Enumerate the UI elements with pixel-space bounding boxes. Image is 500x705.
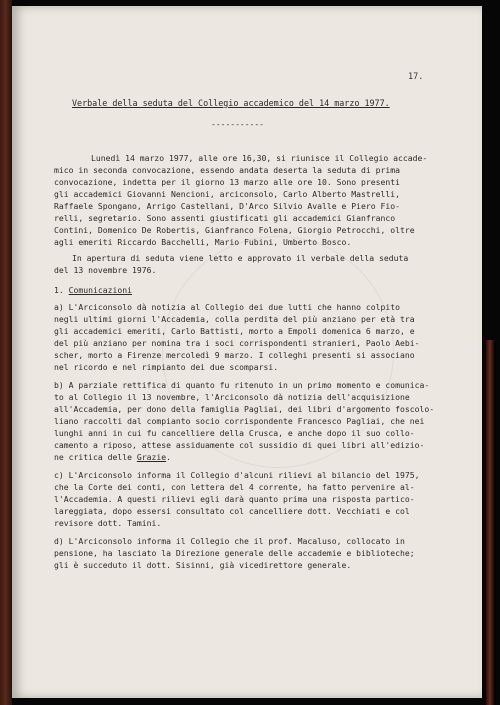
para-c-line: revisore dott. Tamini. [54,518,162,528]
page-number: 17. [408,72,424,82]
section-title: Comunicazioni [68,285,132,295]
para-d-line: d) L'Arciconsolo informa il Collegio che il prof. Macaluso, collocato in [54,536,405,546]
para-d-line: gli è succeduto il dott. Sisinni, già vicedirettore generale. [54,560,352,570]
para-a-line: scher, morto a Firenze mercoledì 9 marzo. I colleghi presenti si associano [54,350,415,360]
intro-line: agli emeriti Riccardo Bacchelli, Mario Fubini, Umberto Bosco. [54,237,352,247]
para-a-line: gli accademici emeriti, Carlo Battisti, morto a Empoli domenica 6 marzo, e [54,326,415,336]
intro-line: mico in seconda convocazione, essendo andata deserta la seduta di prima [54,165,400,175]
para-b-line: liano raccolti dal compianto socio corrispondente Francesco Pagliai, che nei [54,416,425,426]
intro-line: Raffaele Spongano, Arrigo Castellani, D'Arco Silvio Avalle e Piero Fio- [54,201,400,211]
apertura-line: In apertura di seduta viene letto e approvato il verbale della seduta [72,253,409,263]
para-b-line: camento a riposo, attese assiduamente col sussidio di quei libri all'ediziо- [54,440,425,450]
para-c-line: l'Accademia. A questi rilievi egli darà quanto prima una risposta partico- [54,494,415,504]
para-b-period: . [166,452,171,462]
para-d-line: pensione, ha lasciato la Direzione generale delle accademie e biblioteche; [54,548,415,558]
intro-line: Contini, Domenico De Robertis, Gianfranco Folena, Giorgio Petrocchi, oltre [54,225,415,235]
para-b-line: all'Accademia, per dono della famiglia Pagliai, dei libri d'argomento foscolo- [54,404,435,414]
para-b-line: to al Collegio il 13 novembre, l'Arciconsolo dà notizia dell'acquisizione [54,392,410,402]
para-a-line: nel ricordo e nel rimpianto dei due scomparsi. [54,362,279,372]
book-spine [0,0,12,705]
para-b-line: b) A parziale rettifica di quanto fu ritenuto in un primo momento e comunica- [54,380,430,390]
para-a-line: a) L'Arciconsolo dà notizia al Collegio dei due lutti che hanno colpito [54,302,400,312]
para-a-line: negli ultimi giorni l'Accademia, colla perdita del più anziano per età tra [54,314,415,324]
intro-line: Lunedì 14 marzo 1977, alle ore 16,30, si riunisce il Collegio accade- [91,153,428,163]
para-a-line: del più anziano per nomina tra i soci corrispondenti stranieri, Paolo Aebi- [54,338,420,348]
title-separator: ----------- [211,120,264,129]
para-b-line: lunghi anni in cui fu cancelliere della Crusca, e anche dopo il suo collo- [54,428,415,438]
intro-line: gli accademici Giovanni Nencioni, arciconsolo, Carlo Alberto Mastrelli, [54,189,400,199]
apertura-line: del 13 novembre 1976. [54,265,157,275]
para-c-line: c) L'Arciconsolo informa il Collegio d'alcuni rilievi al bilancio del 1975, [54,470,420,480]
page-edge [486,340,494,705]
intro-line: convocazione, indetta per il giorno 13 marzo alle ore 10. Sono presenti [54,177,400,187]
grazie-title: Grazie [136,452,167,462]
intro-line: relli, segretario. Sono assenti giustificati gli accademici Gianfranco [54,213,396,223]
para-b-last-line [54,452,171,463]
document-title: Verbale della seduta del Collegio accademico del 14 marzo 1977. [72,98,390,108]
para-c-line: che la Corte dei conti, con lettera del 4 corrente, ha fatto pervenire al- [54,482,415,492]
para-c-line: lareggiata, dopo essersi consultato col cancelliere dott. Vecchiati e col [54,506,410,516]
para-b-text: ne critica delle [54,452,137,462]
section-number: 1. [54,285,64,295]
section-heading [54,285,132,296]
